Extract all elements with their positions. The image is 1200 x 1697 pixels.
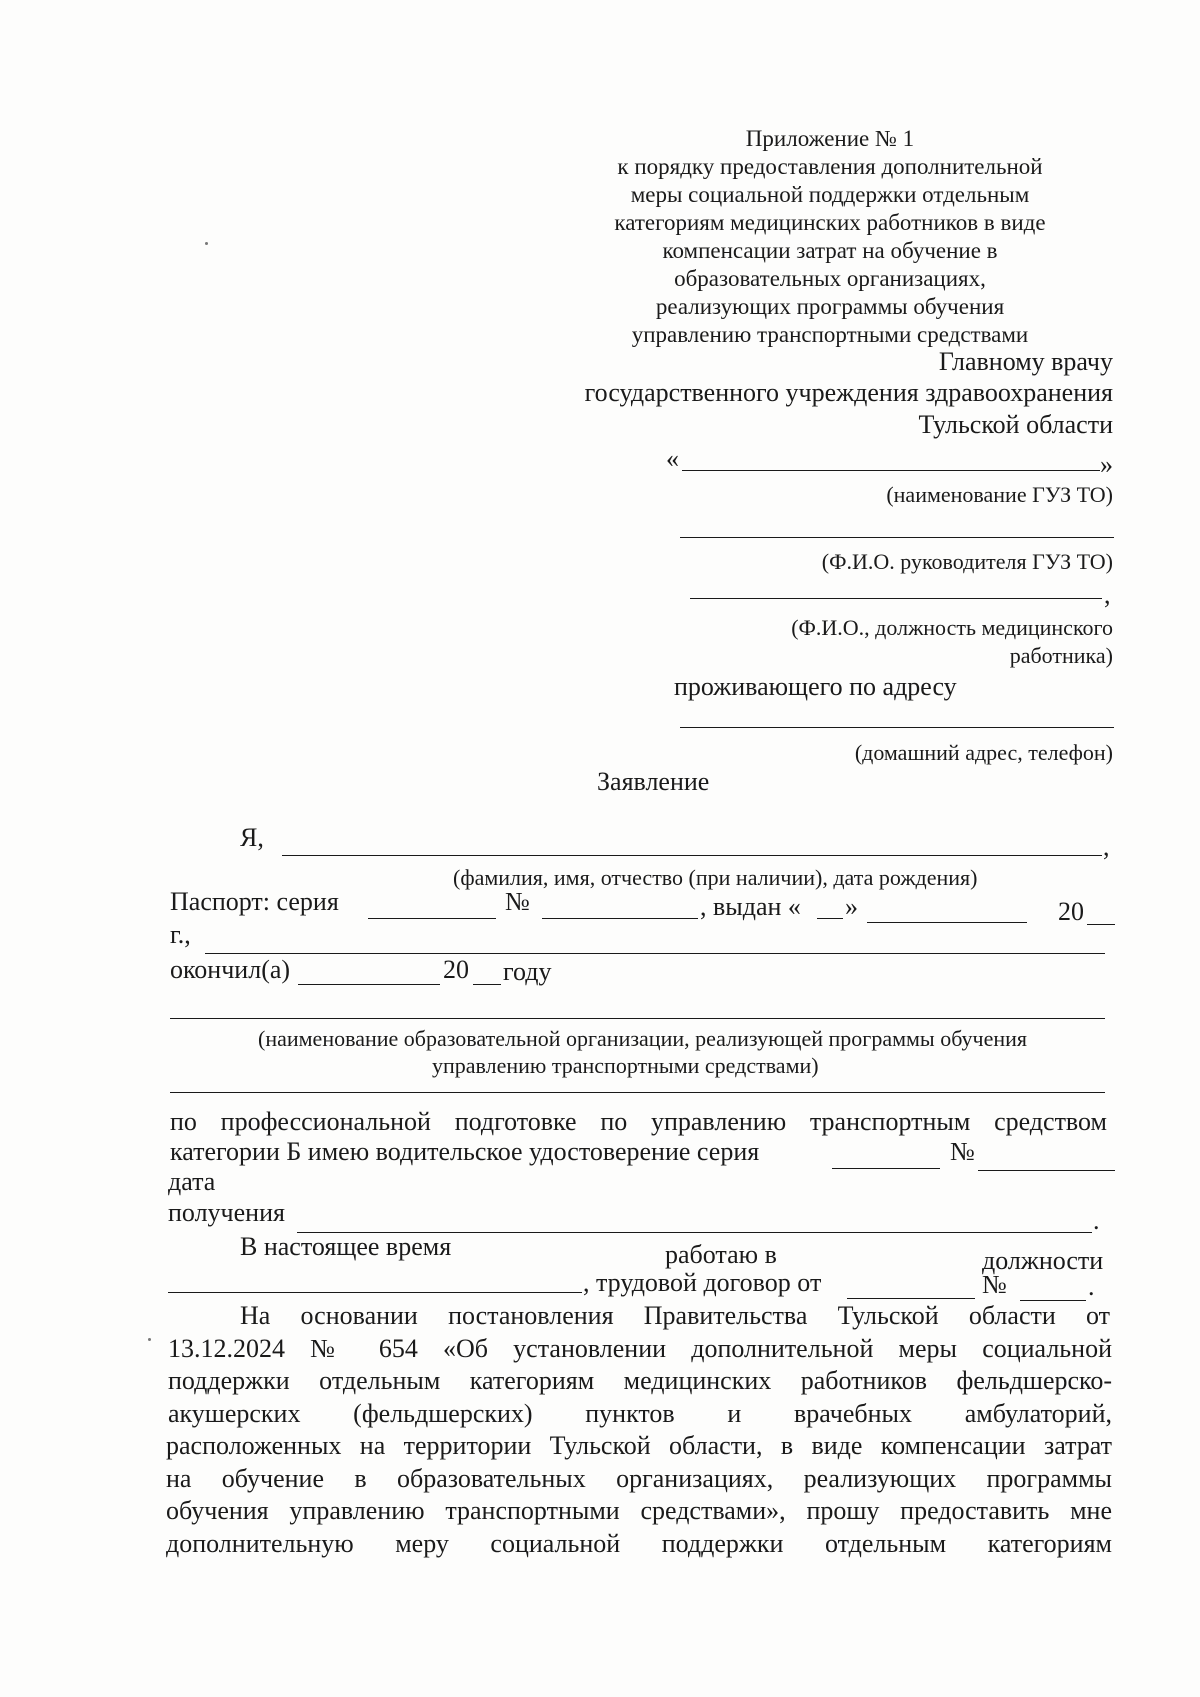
prof-line-1: по профессиональной подготовке по управлению транспортным средством [170,1107,1107,1136]
passport-series-line [368,918,496,919]
appendix-line: меры социальной поддержки отдельным [630,182,1030,207]
passport-number-line [542,918,698,919]
body-line-4: акушерских (фельдшерских) пунктов и врачебных амбулаторий, [168,1399,1112,1428]
prof-line-2: категории Б имею водительское удостоверение серия [170,1137,760,1166]
license-number-line [978,1170,1115,1171]
g-label: г., [170,920,191,949]
addressee-line3: Тульской области [918,410,1113,439]
body-line-5: расположенных на территории Тульской области, в виде компенсации затрат [166,1431,1112,1460]
graduated-date-line [298,984,440,985]
caption-fio: (фамилия, имя, отчество (при наличии), дата рождения) [453,865,978,890]
body-line-2: 13.12.2024 № 654 «Об установлении дополнительной меры социальной [168,1334,1112,1363]
appendix-line: к порядку предоставления дополнительной [617,154,1043,179]
head-name-line [680,537,1114,538]
issued-by-line [205,953,1105,954]
issued-label: , выдан « [700,892,801,921]
fio-comma: , [1103,832,1110,861]
caption-org: (наименование ГУЗ ТО) [886,482,1113,507]
appendix-title: Приложение № 1 [745,126,915,151]
date-label: дата [168,1167,216,1196]
address-line [680,727,1114,728]
issued-month-line [867,922,1027,923]
body-line-1: На основании постановления Правительства Тульской области от [240,1301,1110,1330]
caption-address: (домашний адрес, телефон) [854,740,1113,765]
graduated-year-word: году [503,957,552,986]
appendix-line: реализующих программы обучения [655,294,1005,319]
body-line-6: на обучение в образовательных организациях, реализующих программы [166,1464,1112,1493]
edu-org-line-2 [170,1092,1105,1093]
body-line-7: обучения управлению транспортными средствами», прошу предоставить мне [166,1496,1112,1525]
worker-name-line [690,598,1102,599]
passport-label: Паспорт: серия [170,887,339,916]
caption-head: (Ф.И.О. руководителя ГУЗ ТО) [821,549,1113,574]
statement-title: Заявление [597,767,710,796]
license-series-line [832,1168,940,1169]
appendix-line: категориям медицинских работников в виде [614,210,1046,235]
contract-label: , трудовой договор от [583,1268,822,1297]
appendix-line: управлению транспортными средствами [631,322,1029,347]
graduated-20: 20 [443,955,469,984]
contract-no-sign: № [982,1270,1007,1299]
appendix-line: компенсации затрат на обучение в [662,238,998,263]
caption-edu-1: (наименование образовательной организации, реализующей программы обучения [258,1026,1028,1051]
caption-worker-1: (Ф.И.О., должность медицинского [791,615,1113,640]
edu-org-line [170,1018,1105,1019]
scan-speck [205,242,208,245]
contract-period: . [1088,1272,1095,1301]
work-in-label: работаю в [665,1240,777,1269]
addressee-line1: Главному врачу [938,347,1113,376]
position-label: должности [982,1246,1104,1275]
fio-line [282,855,1102,856]
caption-worker-2: работника) [1009,643,1113,668]
addressee-line2: государственного учреждения здравоохранения [584,378,1113,407]
caption-edu-2: управлению транспортными средствами) [432,1053,819,1078]
currently-label: В настоящее время [240,1232,452,1261]
received-period: . [1093,1206,1100,1235]
body-line-3: поддержки отдельным категориям медицинских работников фельдшерско- [168,1366,1112,1395]
passport-no-sign: № [505,887,530,916]
appendix-line: образовательных организациях, [674,266,986,291]
org-name-line [682,470,1100,471]
scan-speck [148,1338,151,1341]
license-no-sign: № [950,1137,975,1166]
issued-year-prefix: 20 [1058,897,1084,926]
residing-label: проживающего по адресу [674,672,957,701]
graduated-year-line [473,984,501,985]
worker-comma: , [1104,580,1111,609]
received-label: получения [168,1198,285,1227]
graduated-label: окончил(а) [170,955,291,984]
issued-quote-close: » [845,892,858,921]
quote-open: « [666,444,679,473]
ya-label: Я, [240,823,264,852]
quote-close: » [1100,450,1113,479]
issued-year-line [1087,924,1115,925]
issued-day-line [817,918,843,919]
position-line [168,1292,582,1293]
body-line-8: дополнительную меру социальной поддержки отдельным категориям [166,1529,1112,1558]
contract-date-line [847,1298,975,1299]
